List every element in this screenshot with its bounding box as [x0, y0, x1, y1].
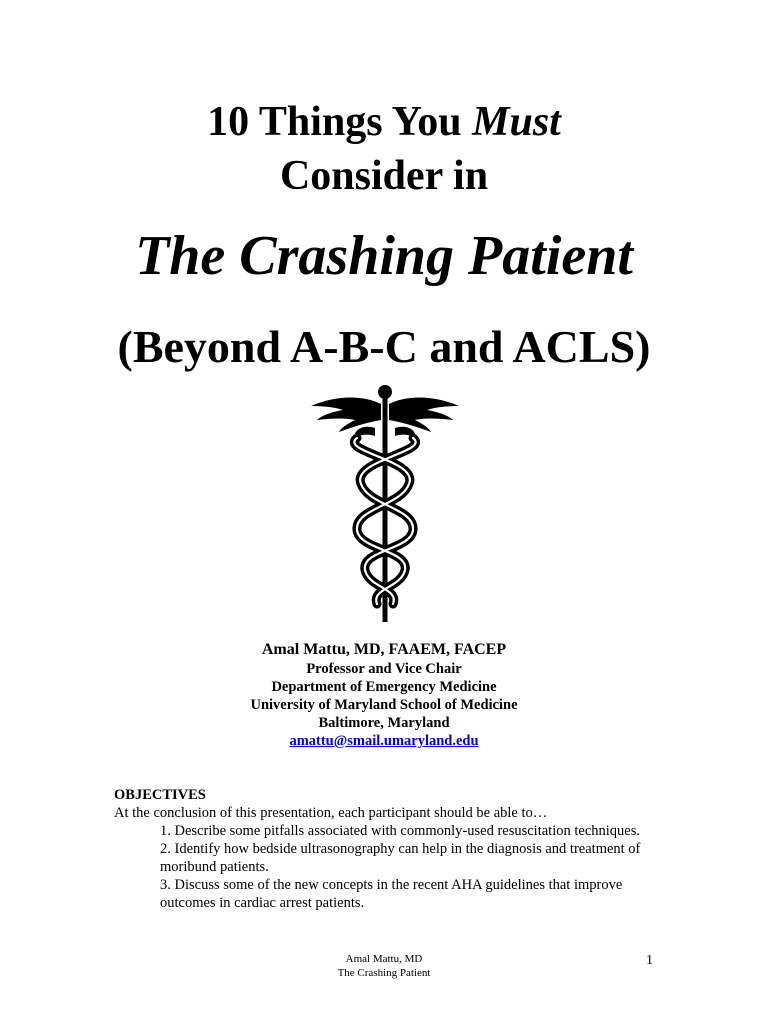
objectives-section [114, 786, 674, 912]
objectives-intro: At the conclusion of this presentation, each participant should be able to… [114, 805, 548, 821]
objective-item: 3. Discuss some of the new concepts in the recent AHA guidelines that improve outcomes in cardiac arrest patients. [160, 877, 623, 911]
author-institution: University of Maryland School of Medicine [250, 697, 518, 713]
author-block [0, 640, 768, 750]
title-line-1-emphasis: Must [472, 99, 561, 145]
author-location: Baltimore, Maryland [318, 715, 450, 731]
subtitle: (Beyond A-B-C and ACLS) [117, 321, 651, 372]
author-position: Professor and Vice Chair [306, 661, 462, 677]
objective-item: 2. Identify how bedside ultrasonography can help in the diagnosis and treatment of moribund patients. [160, 841, 641, 875]
author-email-link[interactable]: amattu@smail.umaryland.edu [289, 733, 479, 749]
caduceus-icon [309, 382, 461, 622]
objectives-heading: OBJECTIVES [114, 787, 206, 803]
title-line-1-prefix: 10 Things You [207, 99, 473, 145]
page-number: 1 [646, 953, 653, 968]
author-name: Amal Mattu, MD, FAAEM, FACEP [261, 641, 507, 658]
objective-item: 1. Describe some pitfalls associated with commonly-used resuscitation techniques. [160, 823, 640, 839]
title-line-2: Consider in [279, 153, 489, 199]
title-line-1 [0, 96, 768, 148]
footer-author: Amal Mattu, MD [345, 953, 423, 965]
main-title: The Crashing Patient [135, 225, 633, 287]
footer-title: The Crashing Patient [337, 967, 431, 979]
author-department: Department of Emergency Medicine [271, 679, 497, 695]
